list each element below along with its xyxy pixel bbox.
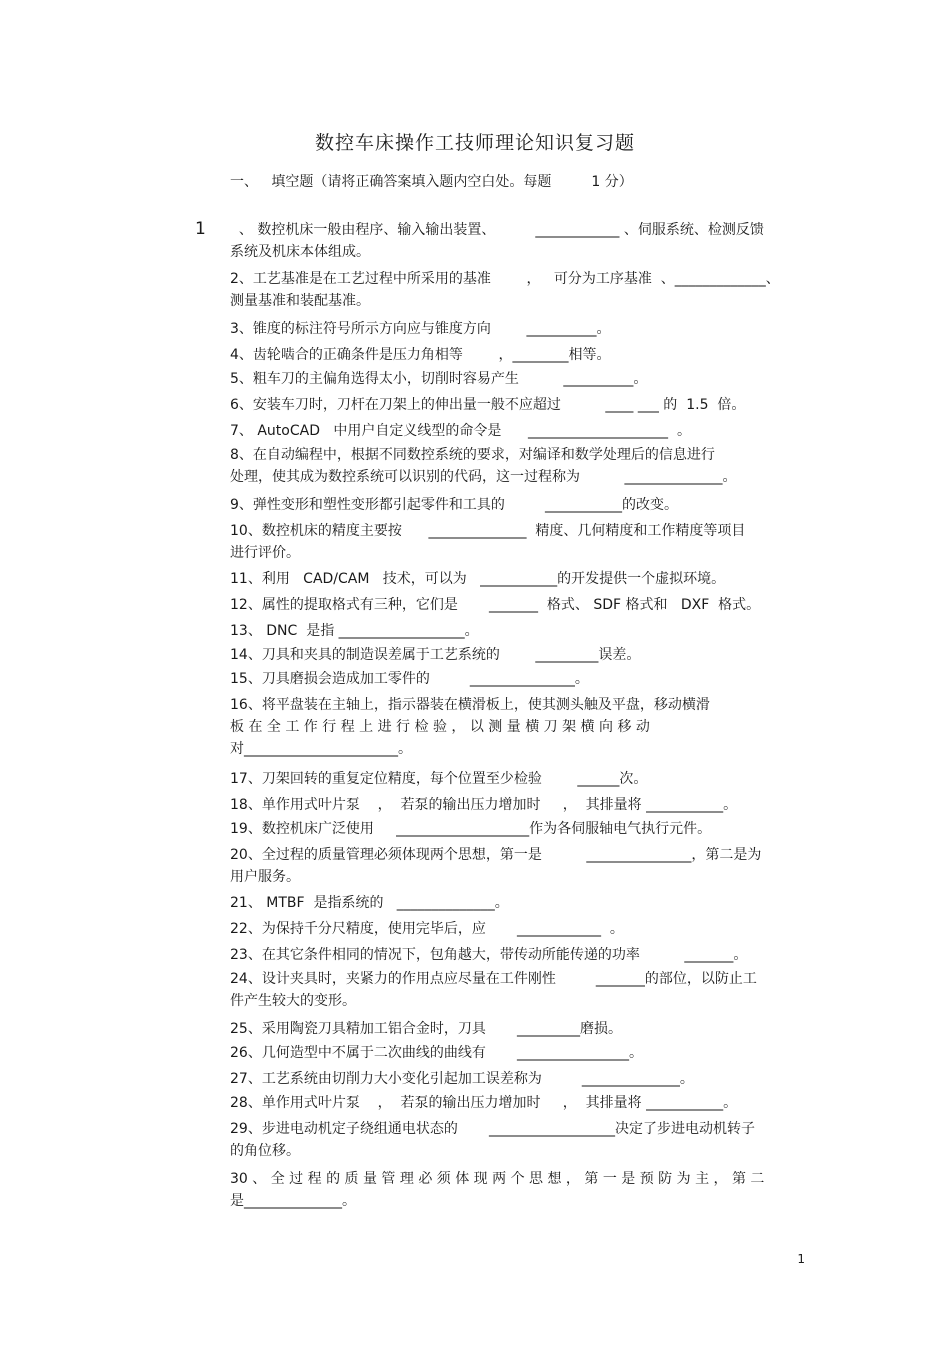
section-heading: 一、 填空题（请将正确答案填入题内空白处。每题 1 分）: [230, 174, 633, 190]
question-20: [230, 844, 808, 888]
question-line: 的角位移。: [230, 1143, 300, 1159]
question-line: 27、工艺系统由切削力大小变化引起加工误差称为 ______________。: [230, 1071, 694, 1087]
question-line: 23、在其它条件相同的情况下，包角越大，带传动所能传递的功率 _______。: [230, 947, 748, 963]
question-14: [230, 644, 808, 666]
question-11: [230, 568, 808, 590]
question-line: 用户服务。: [230, 869, 300, 885]
question-line: 30 、 全 过 程 的 质 量 管 理 必 须 体 现 两 个 思 想 ， 第 一 是 预 防 为 主 ， 第 二: [230, 1171, 765, 1187]
question-line: 16、将平盘装在主轴上，指示器装在横滑板上，使其测头触及平盘，移动横滑: [230, 697, 710, 713]
question-6: [230, 394, 808, 416]
question-line: 进行评价。: [230, 545, 300, 561]
question-7: [230, 420, 808, 442]
question-line: 12、属性的提取格式有三种，它们是 _______ 格式、 SDF 格式和 DXF 格式。: [230, 597, 761, 613]
question-27: [230, 1068, 808, 1090]
question-12: [230, 594, 808, 616]
question-line: 24、设计夹具时，夹紧力的作用点应尽量在工件刚性 _______的部位，以防止工: [230, 971, 757, 987]
question-line: 19、数控机床广泛使用 ___________________作为各伺服轴电气执行元件。: [230, 821, 712, 837]
question-3: [230, 318, 808, 340]
question-19: [230, 818, 808, 840]
question-line: 28、单作用式叶片泵 ， 若泵的输出压力增加时 ， 其排量将 ___________。: [230, 1095, 738, 1111]
question-line: 是______________。: [230, 1193, 356, 1209]
question-23: [230, 944, 808, 966]
question-8: [230, 444, 808, 488]
question-28: [230, 1092, 808, 1114]
question-30: [230, 1168, 808, 1212]
question-1: [230, 219, 808, 263]
question-line: 9、弹性变形和塑性变形都引起零件和工具的 ___________的改变。: [230, 497, 678, 513]
question-line: 4、齿轮啮合的正确条件是压力角相等 ，________相等。: [230, 347, 611, 363]
question-line: 22、为保持千分尺精度，使用完毕后，应 ____________ 。: [230, 921, 624, 937]
question-line: 11、利用 CAD/CAM 技术，可以为 ___________的开发提供一个虚拟环境。: [230, 571, 726, 587]
question-line: 7、 AutoCAD 中用户自定义线型的命令是 ____________________ 。: [230, 423, 691, 439]
question-line: 对______________________。: [230, 741, 412, 757]
question-line: 18、单作用式叶片泵 ， 若泵的输出压力增加时 ， 其排量将 ___________。: [230, 797, 738, 813]
page-number: 1: [797, 1252, 805, 1266]
question-17: [230, 768, 808, 790]
question-line: 、 数控机床一般由程序、输入输出装置、 ____________ 、伺服系统、检测反馈: [230, 222, 764, 238]
question-line: 17、刀架回转的重复定位精度，每个位置至少检验 ______次。: [230, 771, 648, 787]
question-line: 板 在 全 工 作 行 程 上 进 行 检 验 ， 以 测 量 横 刀 架 横 向 移 动: [230, 719, 650, 735]
question-line: 25、采用陶瓷刀具精加工铝合金时，刀具 _________磨损。: [230, 1021, 622, 1037]
question-5: [230, 368, 808, 390]
question-29: [230, 1118, 808, 1162]
question-16: [230, 694, 808, 760]
question-line: 3、锥度的标注符号所示方向应与锥度方向 __________。: [230, 321, 611, 337]
question-line: 26、几何造型中不属于二次曲线的曲线有 ________________。: [230, 1045, 643, 1061]
question-18: [230, 794, 808, 816]
question-4: [230, 344, 808, 366]
question-line: 5、粗车刀的主偏角选得太小，切削时容易产生 __________。: [230, 371, 648, 387]
question-26: [230, 1042, 808, 1064]
question-15: [230, 668, 808, 690]
question-line: 件产生较大的变形。: [230, 993, 356, 1009]
question-1-number: 1: [195, 219, 206, 239]
question-9: [230, 494, 808, 516]
question-21: [230, 892, 808, 914]
question-line: 系统及机床本体组成。: [230, 244, 370, 260]
question-24: [230, 968, 808, 1012]
question-line: 2、工艺基准是在工艺过程中所采用的基准 ， 可分为工序基准 、_____________、: [230, 271, 780, 287]
question-line: 21、 MTBF 是指系统的 ______________。: [230, 895, 509, 911]
question-line: 处理，使其成为数控系统可以识别的代码，这一过程称为 ______________。: [230, 469, 737, 485]
document-title: 数控车床操作工技师理论知识复习题: [314, 132, 635, 154]
question-line: 20、全过程的质量管理必须体现两个思想，第一是 _______________，第二是为: [230, 847, 762, 863]
question-line: 29、步进电动机定子绕组通电状态的 __________________决定了步进电动机转子: [230, 1121, 755, 1137]
question-line: 10、数控机床的精度主要按 ______________ 精度、几何精度和工作精度等项目: [230, 523, 746, 539]
question-line: 13、 DNC 是指 __________________。: [230, 623, 479, 639]
question-line: 6、安装车刀时，刀杆在刀架上的伸出量一般不应超过 ____ ___ 的 1.5 倍。: [230, 397, 746, 413]
question-2: [230, 268, 808, 312]
question-22: [230, 918, 808, 940]
question-13: [230, 620, 808, 642]
question-line: 8、在自动编程中，根据不同数控系统的要求，对编译和数学处理后的信息进行: [230, 447, 715, 463]
question-line: 测量基准和装配基准。: [230, 293, 370, 309]
question-line: 14、刀具和夹具的制造误差属于工艺系统的 _________误差。: [230, 647, 641, 663]
question-10: [230, 520, 808, 564]
question-25: [230, 1018, 808, 1040]
question-line: 15、刀具磨损会造成加工零件的 _______________。: [230, 671, 589, 687]
